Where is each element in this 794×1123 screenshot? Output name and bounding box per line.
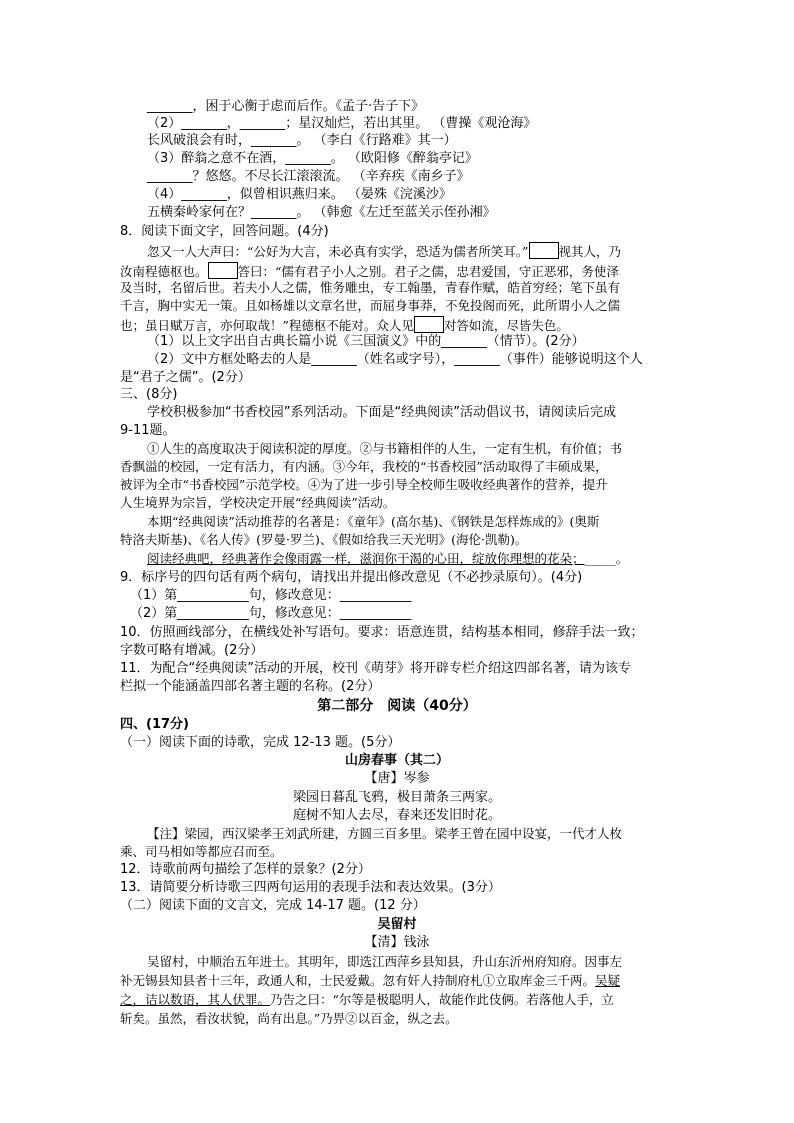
underlined-text: 之，诘以数语，其人伏罪。 [120,992,271,1007]
sub-question: （2）文中方框处略去的人是_______（姓名或字号），_______（事件）能够说明这个人 [147,352,643,367]
sub-question: （2）第___________句，修改意见：___________ [130,606,412,621]
poem-author: 【唐】岑参 [364,771,430,786]
passage-text: 对答如流，尽皆失色。 [443,318,569,333]
passage-text: 汝南程德枢也。 [120,264,208,279]
question-9: 9．标序号的四句话有两个病句，请找出并提出修改意见（不必抄录原句）。(4分) [120,570,583,585]
question-12: 12．诗歌前两句描绘了怎样的景象？(2分） [120,862,371,877]
poem-line: _______？悠悠。不尽长江滚滚流。 （辛弃疾《南乡子》 [147,169,470,184]
sub-question: （1）以上文字出自古典长篇小说《三国演义》中的_______（情节）。(2分） [147,334,585,349]
poem-line: （4）_______，似曾相识燕归来。 （晏殊《浣溪沙》 [147,187,452,202]
prose-line [120,973,620,989]
question-10: 字数可略有增减。(2分） [120,643,264,658]
subsection-heading: （一）阅读下面的诗歌，完成 12-13 题。(5分） [120,735,401,750]
prose-text: 补无锡县知县者十三年，政通人和，士民爱戴。忽有奸人持制府札①立取库金三千两。 [120,973,596,988]
passage-line: 香飘溢的校园，一定有活力，有内涵。③今年，我校的“书香校园”活动取得了丰硕成果， [120,459,608,474]
question-10: 10．仿照画线部分，在横线处补写语句。要求：语意连贯，结构基本相同，修辞手法一致； [120,625,644,640]
passage-line [147,242,621,260]
subsection-heading: （二）阅读下面的文言文，完成 14-17 题。(12 分） [120,898,426,913]
passage-line [120,316,569,334]
sub-question: （1）第___________句，修改意见：___________ [130,588,412,603]
question-11: 栏拟一个能涵盖四部名著主题的名称。(2分） [120,679,381,694]
poem-line: 长风破浪会有时，_______。 （李白《行路难》其一） [147,133,457,148]
blank-box [208,262,238,279]
passage-line [120,262,619,280]
poem-line: 五横秦岭家何在？_______。 （韩愈《左迁至蓝关示侄孙湘》 [147,205,496,220]
note-line: 【注】梁园，西汉梁孝王刘武所建，方圆三百多里。梁孝王曾在园中设宴，一代才人枚 [147,826,623,841]
poem-line: （3）醉翁之意不在酒，_______。 （欧阳修《醉翁亭记》 [147,151,478,166]
prose-author: 【清】钱泳 [364,935,430,950]
question-11: 11．为配合“经典阅读”活动的开展，校刊《萌芽》将开辟专栏介绍这四部名著，请为该专 [120,661,632,676]
underlined-text: 阅读经典吧，经典著作会像雨露一样，滋润你干渴的心田，绽放你理想的花朵； [147,551,585,566]
passage-text: 答曰：“儒有君子小人之别。君子之儒，忠君爱国，守正恶邪，务使泽 [237,264,619,279]
blank-box [529,242,559,259]
poem-line: 梁园日暮乱飞鸦，极目萧条三两家。 [292,790,501,805]
passage-line [147,551,628,567]
part-title: 第二部分 阅读（40分） [317,698,477,714]
question-8-heading: 8．阅读下面文字，回答问题。(4分) [120,224,329,239]
passage-line: 本期“经典阅读”活动推荐的名著是：《童年》(高尔基)、《钢铁是怎样炼成的》(奥斯 [147,514,600,529]
section-heading: 三、(8分) [120,387,178,402]
prose-line: 吴留村，中顺治五年进士。其明年，即选江西萍乡县知县，升山东沂州府知府。因事左 [147,954,623,969]
poem-title: 山房春事（其二） [344,753,449,768]
passage-line: ①人生的高度取决于阅读积淀的厚度。②与书籍相伴的人生，一定有生机，有价值；书 [147,441,623,456]
answer-blank: _____。 [584,551,629,566]
passage-line: 特洛夫斯基)、《名人传》(罗曼·罗兰)、《假如给我三天光明》(海伦·凯勒)。 [120,532,528,547]
note-line: 乘、司马相如等都应召而至。 [120,844,283,859]
passage-text: 也；虽日赋万言，亦何取哉！”程德枢不能对。众人见 [120,318,414,333]
passage-line: 及当时，名留后世。若夫小人之儒，惟务雕虫，专工翰墨，青春作赋，皓首穷经；笔下虽有 [120,280,621,295]
sub-question: 是“君子之儒”。(2分） [120,370,251,385]
passage-text: 视其人，乃 [558,244,622,259]
prose-line [120,992,614,1008]
passage-text: 忽又一人大声曰：“公好为大言，未必真有实学，恐适为儒者所笑耳。” [147,244,529,259]
underlined-text: 吴疑 [595,973,621,988]
passage-line: 被评为全市“书香校园”示范学校。④为了进一步引导全校师生吸收经典著作的营养，提升 [120,477,608,492]
section-heading: 四、(17分) [120,717,189,732]
poem-line: （2）_______，_______；星汉灿烂，若出其里。 （曹操《观沧海》 [147,116,537,131]
passage-line: 千言，胸中实无一策。且如杨雄以文章名世，而屈身事莽，不免投阁而死，此所谓小人之儒 [120,298,621,313]
poem-line: 庭树不知人去尽，春来还发旧时花。 [292,808,501,823]
blank-box [414,316,444,333]
prose-title: 吴留村 [377,917,417,932]
prose-line: 斩矣。虽然，看汝状貌，尚有出息。”乃畀②以百金，纵之去。 [120,1011,458,1026]
question-13: 13．请简要分析诗歌三四两句运用的表现手法和表达效果。(3分） [120,880,501,895]
intro-line: 9-11题。 [120,423,176,438]
intro-line: 学校积极参加“书香校园”系列活动。下面是“经典阅读”活动倡议书，请阅读后完成 [147,405,616,420]
passage-line: 人生境界为宗旨，学校决定开展“经典阅读”活动。 [120,495,396,510]
prose-text: 乃告之曰：“尔等是极聪明人，故能作此伎俩。若落他人手，立 [270,992,614,1007]
poem-line: _______，困于心衡于虑而后作。《孟子·告子下》 [147,99,425,114]
